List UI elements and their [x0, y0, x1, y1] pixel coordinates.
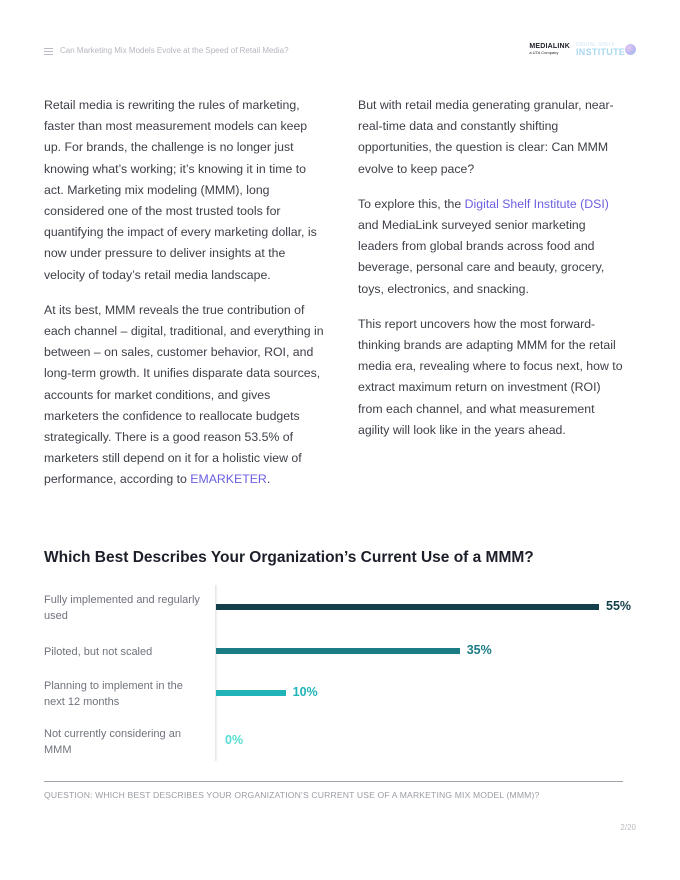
medialink-logo	[529, 43, 570, 55]
bar-category-label: Not currently considering an MMM	[44, 728, 181, 756]
dsi-logo-top: DIGITAL SHELF	[576, 42, 615, 48]
left-column	[44, 95, 324, 505]
footer-divider	[44, 781, 623, 782]
right-paragraph-2	[358, 194, 623, 300]
right-paragraph-3: This report uncovers how the most forward-thinking brands are adapting MMM for the retail media era, revealing where to focus next, how to extract maximum return on investment (ROI) from each channel, and what measurement agility will look like in the years ahead.	[358, 316, 623, 437]
chart-title: Which Best Describes Your Organization’s Current Use of a MMM?	[44, 549, 534, 566]
bar-category-label: Fully implemented and regularly used	[44, 594, 200, 622]
bar-value-label: 0%	[225, 733, 244, 747]
right-column	[358, 95, 623, 455]
emarketer-link[interactable]: EMARKETER	[190, 472, 267, 487]
chart-axis-line	[215, 585, 218, 761]
dsi-link[interactable]: Digital Shelf Institute (DSI)	[464, 196, 609, 211]
bar-value-label: 35%	[466, 643, 492, 657]
left-paragraph-2-text: At its best, MMM reveals the true contribution of each channel – digital, traditional, and everything in between – on sales, customer behavior, ROI, and long-term growth. It unifies disparate data sources, accounts for market conditions, and gives marketers the confidence to reallocate budgets strategically. There is a good reason 53.5% of marketers still depend on it for a holistic view of performance, according to	[44, 302, 324, 487]
bar	[216, 648, 460, 654]
dsi-logo-main: INSTITUTE	[576, 47, 626, 57]
bar-category-label: Piloted, but not scaled	[44, 646, 153, 658]
page-header	[44, 40, 636, 62]
left-paragraph-1: Retail media is rewriting the rules of marketing, faster than most measurement models can keep up. For brands, the challenge is no longer just knowing what’s working; it’s knowing it in time to act. Marketing mix modeling (MMM), long considered one of the most trusted tools for quantifying the impact of every marketing dollar, is now under pressure to deliver insights at the velocity of today’s retail media landscape.	[44, 98, 317, 282]
dsi-orb-icon	[625, 44, 636, 55]
left-paragraph-2	[44, 300, 324, 491]
left-paragraph-2-end: .	[266, 472, 271, 487]
bar-value-label: 55%	[606, 599, 632, 613]
bar-category-label: Planning to implement in the next 12 months	[44, 680, 183, 708]
page-number: 2/20	[620, 823, 636, 832]
right-paragraph-1: But with retail media generating granular, near-real-time data and constantly shifting opportunities, the question is clear: Can MMM evolve to keep pace?	[358, 98, 614, 176]
medialink-logo-name: MEDIALINK	[529, 43, 570, 50]
right-paragraph-2-start: To explore this, the	[358, 196, 465, 211]
bar	[216, 690, 286, 696]
bar	[216, 604, 599, 610]
medialink-logo-subtitle: a UTA Company	[529, 50, 559, 55]
document-title: Can Marketing Mix Models Evolve at the Speed of Retail Media?	[60, 46, 289, 55]
digital-shelf-institute-logo	[576, 42, 636, 58]
bar-value-label: 10%	[292, 685, 318, 699]
right-paragraph-2-rest: and MediaLink surveyed senior marketing leaders from global brands across food and beverage, personal care and beauty, grocery, toys, electronics, and snacking.	[358, 218, 605, 296]
survey-question: QUESTION: WHICH BEST DESCRIBES YOUR ORGANIZATION’S CURRENT USE OF A MARKETING MIX MODEL (MMM)?	[44, 790, 540, 800]
mmm-usage-bar-chart	[44, 585, 644, 765]
menu-icon[interactable]	[44, 48, 53, 55]
